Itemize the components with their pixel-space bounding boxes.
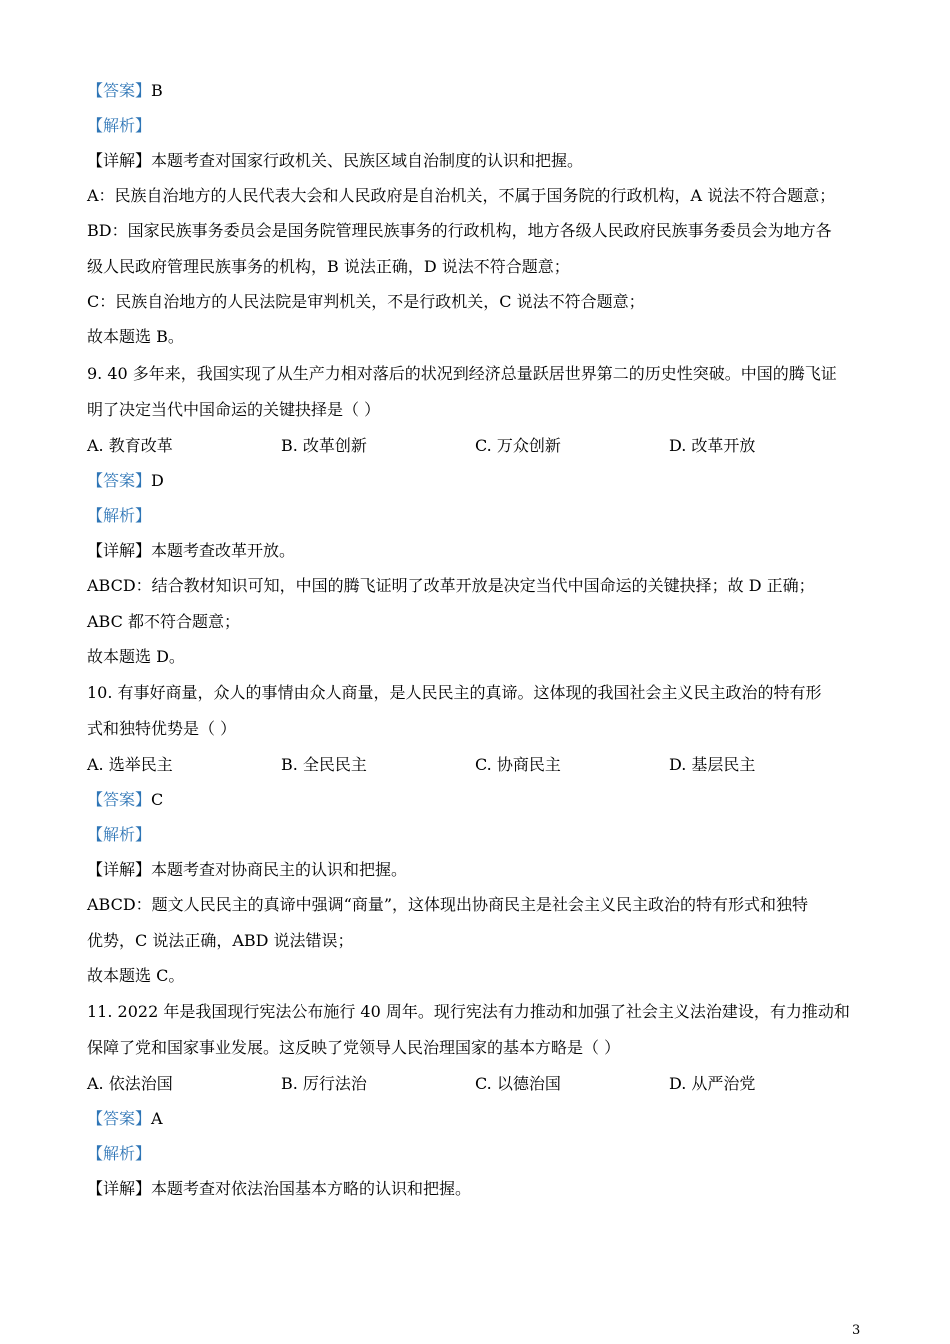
answer-value: B bbox=[151, 81, 163, 100]
analysis-tag: 【解析】 bbox=[87, 1144, 152, 1163]
answer-line bbox=[87, 790, 163, 810]
q11-stem: 保障了党和国家事业发展。这反映了党领导人民治理国家的基本方略是（ ） bbox=[87, 1038, 621, 1057]
q10-option-d: D. 基层民主 bbox=[669, 755, 756, 774]
q10-stem: 式和独特优势是（ ） bbox=[87, 719, 237, 738]
q11-option-a: A. 依法治国 bbox=[87, 1074, 173, 1093]
detail-tag: 【详解】 bbox=[87, 151, 152, 170]
analysis-tag: 【解析】 bbox=[87, 825, 152, 844]
conclusion-line: 故本题选 C。 bbox=[87, 966, 185, 985]
q11-option-b: B. 厉行法治 bbox=[281, 1074, 367, 1093]
explanation-line: 级人民政府管理民族事务的机构，B 说法正确，D 说法不符合题意； bbox=[87, 257, 570, 276]
detail-line bbox=[87, 151, 583, 171]
answer-tag: 【答案】 bbox=[87, 1109, 152, 1128]
q10-option-b: B. 全民民主 bbox=[281, 755, 367, 774]
q10-option-a: A. 选举民主 bbox=[87, 755, 173, 774]
detail-text: 本题考查改革开放。 bbox=[151, 541, 296, 560]
q9-option-c: C. 万众创新 bbox=[475, 436, 561, 455]
detail-line bbox=[87, 541, 295, 561]
answer-line bbox=[87, 1109, 163, 1129]
q10-option-c: C. 协商民主 bbox=[475, 755, 561, 774]
answer-tag: 【答案】 bbox=[87, 790, 152, 809]
answer-tag: 【答案】 bbox=[87, 81, 152, 100]
answer-tag: 【答案】 bbox=[87, 471, 152, 490]
explanation-line: BD：国家民族事务委员会是国务院管理民族事务的行政机构，地方各级人民政府民族事务委员会为地方各 bbox=[87, 221, 832, 240]
analysis-tag: 【解析】 bbox=[87, 506, 152, 525]
q9-stem: 9. 40 多年来，我国实现了从生产力相对落后的状况到经济总量跃居世界第二的历史性突破。中国的腾飞证 bbox=[87, 364, 837, 383]
explanation-line: ABCD：题文人民民主的真谛中强调“商量”，这体现出协商民主是社会主义民主政治的特有形式和独特 bbox=[87, 895, 809, 914]
explanation-line: A：民族自治地方的人民代表大会和人民政府是自治机关，不属于国务院的行政机构，A 说法不符合题意； bbox=[87, 186, 836, 205]
conclusion-line: 故本题选 D。 bbox=[87, 647, 185, 666]
detail-text: 本题考查对国家行政机关、民族区域自治制度的认识和把握。 bbox=[151, 151, 584, 170]
answer-value: A bbox=[151, 1109, 163, 1128]
explanation-line: 优势，C 说法正确，ABD 说法错误； bbox=[87, 931, 354, 950]
answer-line bbox=[87, 81, 163, 101]
q9-option-b: B. 改革创新 bbox=[281, 436, 367, 455]
q11-option-d: D. 从严治党 bbox=[669, 1074, 756, 1093]
q11-stem: 11. 2022 年是我国现行宪法公布施行 40 周年。现行宪法有力推动和加强了社会主义法治建设，有力推动和 bbox=[87, 1002, 850, 1021]
conclusion-line: 故本题选 B。 bbox=[87, 327, 184, 346]
detail-tag: 【详解】 bbox=[87, 1179, 152, 1198]
page-number: 3 bbox=[852, 1323, 861, 1338]
detail-line bbox=[87, 860, 407, 880]
detail-tag: 【详解】 bbox=[87, 860, 152, 879]
q9-option-a: A. 教育改革 bbox=[87, 436, 173, 455]
q9-stem: 明了决定当代中国命运的关键抉择是（ ） bbox=[87, 400, 381, 419]
explanation-line: ABC 都不符合题意； bbox=[87, 612, 240, 631]
q11-option-c: C. 以德治国 bbox=[475, 1074, 561, 1093]
detail-text: 本题考查对协商民主的认识和把握。 bbox=[151, 860, 408, 879]
explanation-line: ABCD：结合教材知识可知，中国的腾飞证明了改革开放是决定当代中国命运的关键抉择；故 D 正确； bbox=[87, 576, 815, 595]
q9-option-d: D. 改革开放 bbox=[669, 436, 756, 455]
answer-value: D bbox=[151, 471, 164, 490]
analysis-tag: 【解析】 bbox=[87, 116, 152, 135]
answer-line bbox=[87, 471, 164, 491]
detail-tag: 【详解】 bbox=[87, 541, 152, 560]
detail-line bbox=[87, 1179, 471, 1199]
detail-text: 本题考查对依法治国基本方略的认识和把握。 bbox=[151, 1179, 472, 1198]
answer-value: C bbox=[151, 790, 164, 809]
explanation-line: C：民族自治地方的人民法院是审判机关，不是行政机关，C 说法不符合题意； bbox=[87, 292, 645, 311]
q10-stem: 10. 有事好商量，众人的事情由众人商量，是人民民主的真谛。这体现的我国社会主义民主政治的特有形 bbox=[87, 683, 822, 702]
